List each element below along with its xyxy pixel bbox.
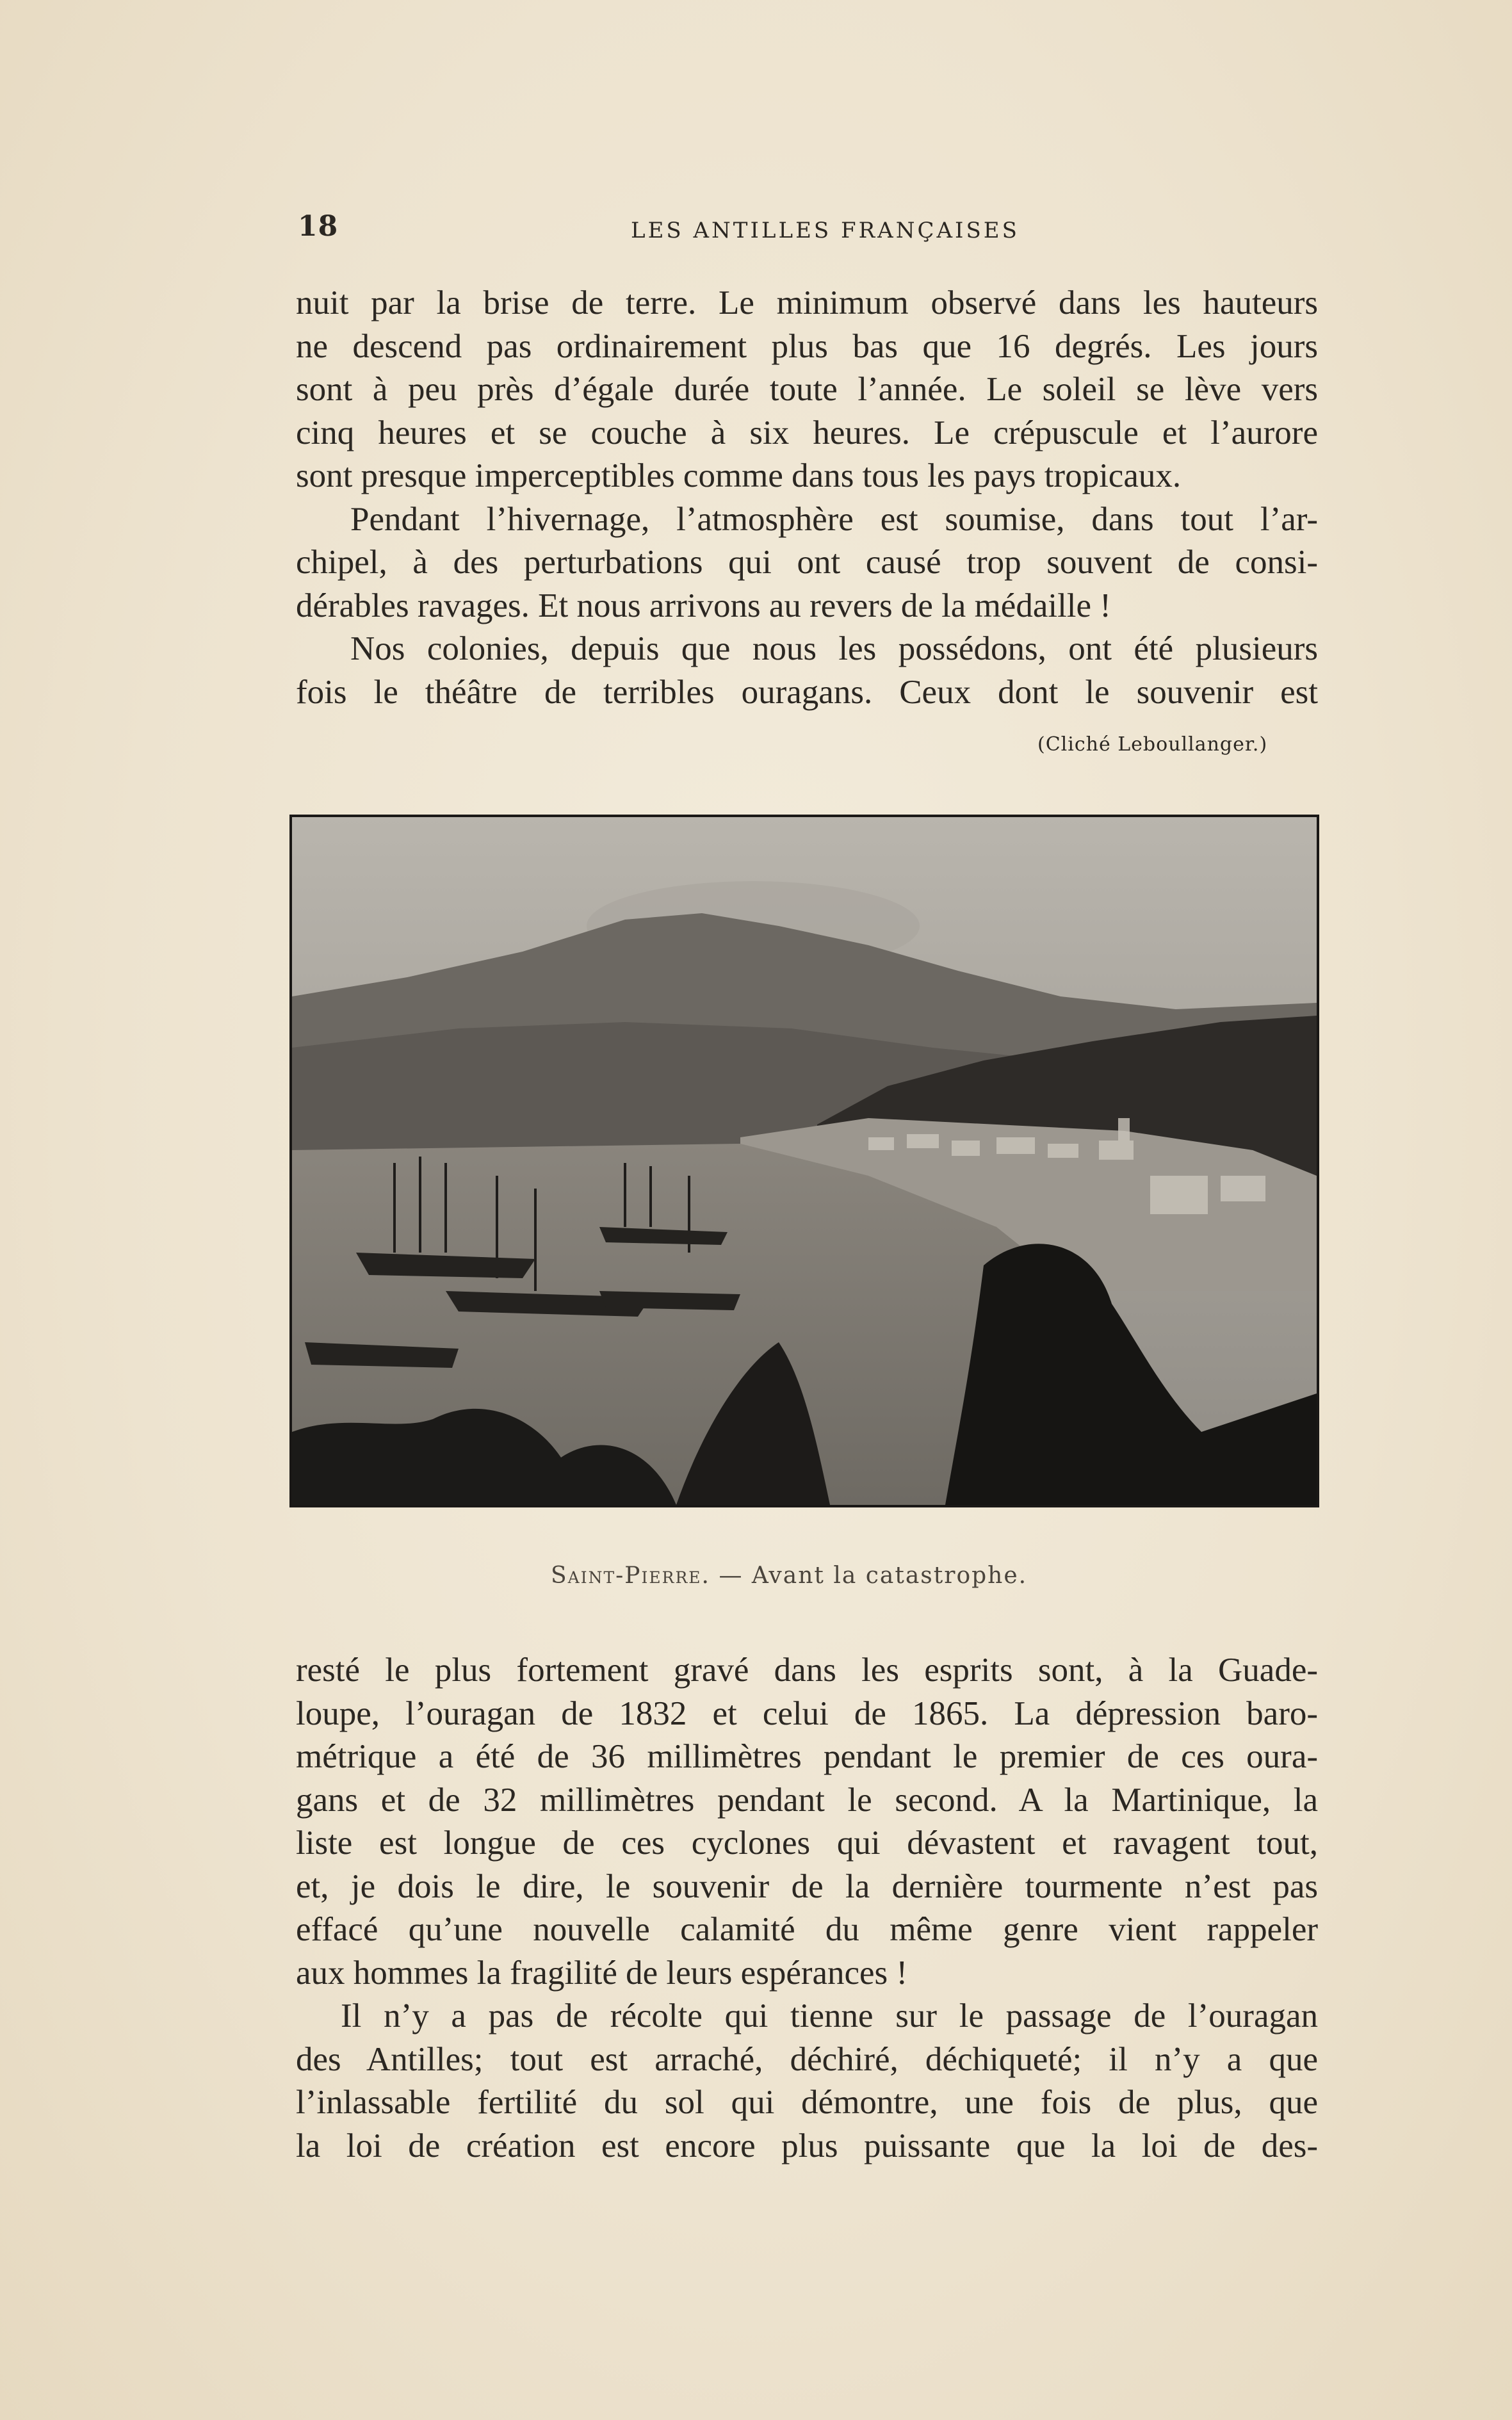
text-line: l’inlassable fertilité du sol qui démontre, une fois de plus, que [296,2084,1318,2121]
text-line: liste est longue de ces cyclones qui dévastent et ravagent tout, [296,1824,1318,1862]
text-line: resté le plus fortement gravé dans les esprits sont, à la Guade- [296,1652,1318,1689]
caption-text: — Avant la catastrophe. [710,1563,1028,1589]
running-title: LES ANTILLES FRANÇAISES [631,218,1020,243]
text-line: nuit par la brise de terre. Le minimum observé dans les hauteurs [296,284,1318,321]
text-line: cinq heures et se couche à six heures. Le crépuscule et l’aurore [296,414,1318,451]
text-line: loupe, l’ouragan de 1832 et celui de 1865. La dépression baro- [296,1694,1318,1732]
top-paragraphs [296,282,1318,714]
text-line: des Antilles; tout est arraché, déchiré, déchiqueté; il n’y a que [296,2040,1318,2078]
text-line: aux hommes la fragilité de leurs espérances ! [296,1954,908,1992]
photo-credit: (Cliché Leboullanger.) [1037,733,1268,756]
text-line: dérables ravages. Et nous arrivons au revers de la médaille ! [296,587,1111,624]
text-line: effacé qu’une nouvelle calamité du même genre vient rappeler [296,1911,1318,1948]
text-line: chipel, à des perturbations qui ont causé trop souvent de consi- [296,544,1318,581]
text-line: Il n’y a pas de récolte qui tienne sur le passage de l’ouragan [341,1997,1318,2034]
text-line: fois le théâtre de terribles ouragans. Ceux dont le souvenir est [296,673,1318,711]
caption-place: Saint-Pierre. [551,1563,710,1589]
text-line: et, je dois le dire, le souvenir de la dernière tourmente n’est pas [296,1867,1318,1905]
photo-caption [551,1563,1027,1589]
text-line: métrique a été de 36 millimètres pendant le premier de ces oura- [296,1738,1318,1775]
text-line: sont à peu près d’égale durée toute l’année. Le soleil se lève vers [296,371,1318,408]
bottom-paragraphs [296,1649,1318,2168]
text-line: sont presque imperceptibles comme dans tous les pays tropicaux. [296,457,1182,494]
text-line: Pendant l’hivernage, l’atmosphère est soumise, dans tout l’ar- [350,500,1318,538]
text-line: ne descend pas ordinairement plus bas que 16 degrés. Les jours [296,327,1318,365]
page-number: 18 [298,210,339,243]
text-line: Nos colonies, depuis que nous les possédons, ont été plusieurs [350,630,1318,667]
running-head [298,204,1322,255]
harbor-photo-illustration [292,817,1317,1505]
photograph-saint-pierre [289,815,1319,1507]
text-line: la loi de création est encore plus puissante que la loi de des- [296,2127,1318,2164]
text-line: gans et de 32 millimètres pendant le second. A la Martinique, la [296,1781,1318,1819]
